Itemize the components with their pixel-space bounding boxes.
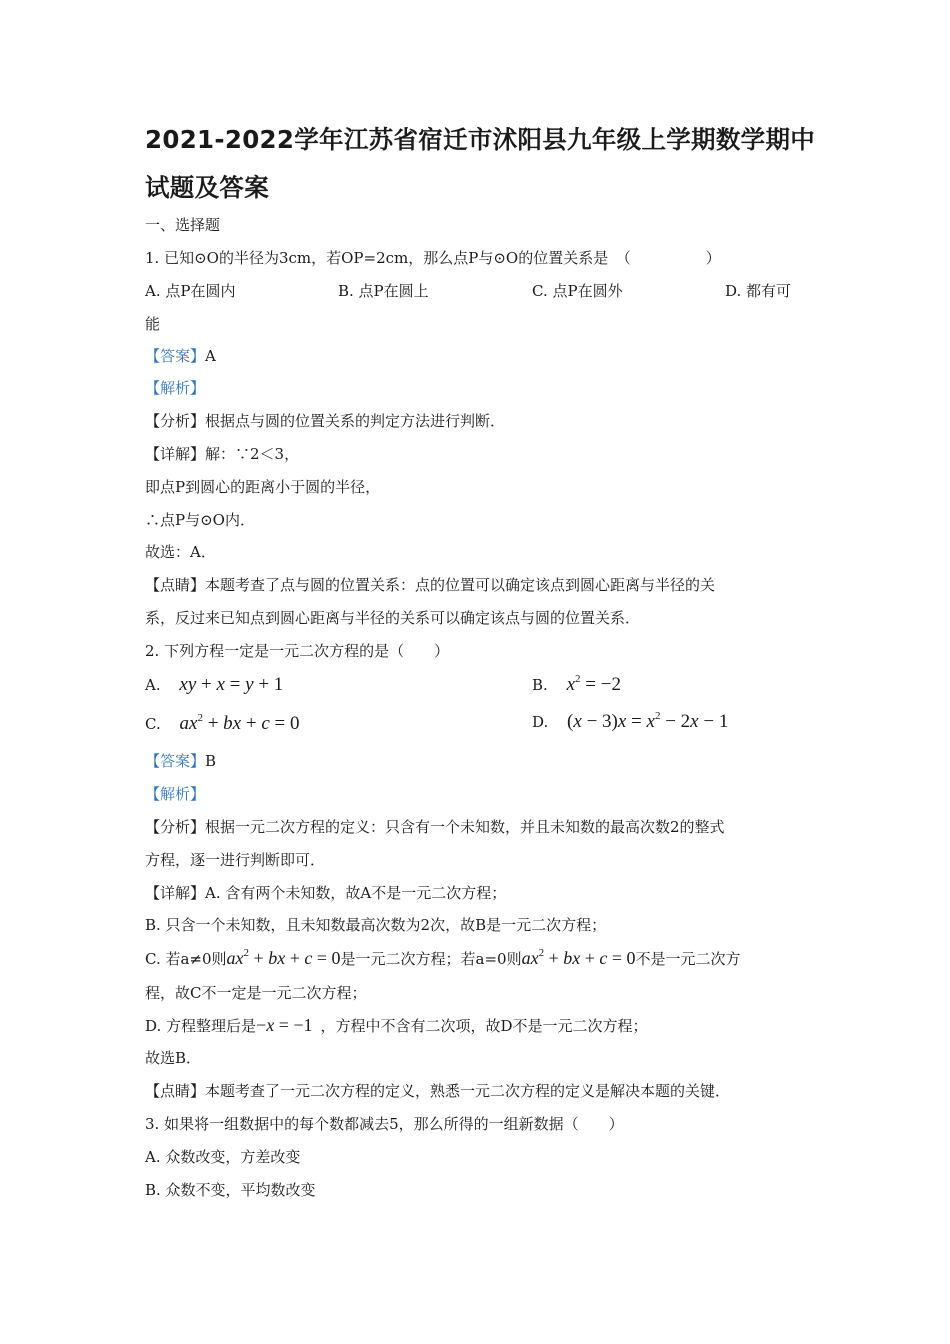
q1-option-d: D. 都有可 [725, 282, 792, 300]
q1-analysis-tag: 【解析】 [145, 379, 206, 397]
q1-option-a: A. 点P在圆内 [145, 282, 236, 300]
q2-option-b [532, 674, 621, 696]
q2-line-d-equation: −x = −1 [256, 1015, 313, 1035]
q2-fenxi-2: 方程，逐一进行判断即可． [145, 851, 326, 869]
answer-value: B [205, 752, 217, 770]
q2-line-c-pre: C. 若a≠0则 [145, 950, 227, 968]
answer-tag: 【答案】 [145, 752, 206, 770]
q1-dianjing-2: 系，反过来已知点到圆心距离与半径的关系可以确定该点与圆的位置关系． [145, 609, 641, 627]
q2-stem: 2. 下列方程一定是一元二次方程的是（ ） [145, 642, 450, 660]
q2-line-c-mid: 是一元二次方程；若a=0则 [340, 950, 522, 968]
q2-option-b-label: B. [532, 676, 548, 694]
q2-answer [145, 750, 216, 772]
q2-option-a-equation: xy + x = y + 1 [179, 674, 284, 695]
q2-option-c-equation: $ax^2$ + bx + c = 0 [179, 712, 300, 734]
q2-option-d-equation: $(x - 3)x = x^2 - 2x - 1$ [567, 710, 729, 732]
q2-line-c-equation-2: $ax^2$ + bx + c = 0 [521, 947, 636, 968]
q1-option-c: C. 点P在圆外 [532, 282, 623, 300]
q1-answer [145, 345, 216, 367]
q3-option-b: B. 众数不变，平均数改变 [145, 1181, 316, 1199]
q3-stem: 3. 如果将一组数据中的每个数都减去5，那么所得的一组新数据（ ） [145, 1115, 624, 1133]
q2-line-b: B. 只含一个未知数，且未知数最高次数为2次，故B是一元二次方程； [145, 916, 607, 934]
q1-option-b: B. 点P在圆上 [338, 282, 429, 300]
q1-stem: 1. 已知⊙O的半径为3cm，若OP=2cm，那么点P与⊙O的位置关系是 （ ） [145, 249, 721, 267]
q2-conclusion: 故选B． [145, 1049, 202, 1067]
document-title [145, 116, 825, 212]
q1-xiangjie: 【详解】解：∵2＜3， [145, 445, 300, 463]
q1-step-1: 即点P到圆心的距离小于圆的半径， [145, 478, 381, 496]
q2-fenxi-1: 【分析】根据一元二次方程的定义：只含有一个未知数，并且未知数的最高次数2的整式 [145, 818, 725, 836]
q2-option-b-equation: $x^2 = -2$ [566, 673, 621, 695]
q2-line-c-post: 不是一元二次方 [635, 950, 741, 968]
q2-option-c-label: C. [145, 715, 161, 733]
q2-option-c [145, 713, 299, 735]
q2-option-d [532, 711, 728, 733]
q2-line-c-equation-1: $ax^2$ + bx + c = 0 [226, 947, 341, 968]
answer-tag: 【答案】 [145, 347, 206, 365]
q1-dianjing-1: 【点睛】本题考查了点与圆的位置关系：点的位置可以确定该点到圆心距离与半径的关 [145, 576, 716, 594]
q2-line-c [145, 947, 741, 970]
section-heading: 一、选择题 [145, 216, 221, 234]
q2-analysis-tag: 【解析】 [145, 785, 206, 803]
title-line-2: 试题及答案 [145, 173, 269, 202]
q1-fenxi: 【分析】根据点与圆的位置关系的判定方法进行判断． [145, 412, 506, 430]
q1-conclusion: 故选：A． [145, 543, 216, 561]
q2-option-d-label: D. [532, 713, 549, 731]
q2-line-d-pre: D. 方程整理后是 [145, 1017, 257, 1035]
q3-option-a: A. 众数改变，方差改变 [145, 1148, 301, 1166]
q2-option-a-label: A. [145, 676, 161, 694]
title-line-1: 2021-2022学年江苏省宿迁市沭阳县九年级上学期数学期中 [145, 125, 816, 154]
q1-option-d-cont: 能 [145, 315, 161, 333]
q2-line-d-post: ，方程中不含有二次项，故D不是一元二次方程； [320, 1017, 648, 1035]
q2-xiangjie-a: 【详解】A. 含有两个未知数，故A不是一元二次方程； [145, 884, 507, 902]
q2-option-a [145, 674, 283, 696]
answer-value: A [205, 347, 216, 365]
q2-line-d [145, 1014, 648, 1037]
q1-step-2: ∴点P与⊙O内． [145, 511, 255, 529]
q2-line-c-2: 程，故C不一定是一元二次方程； [145, 984, 367, 1002]
q2-dianjing: 【点睛】本题考查了一元二次方程的定义，熟悉一元二次方程的定义是解决本题的关键． [145, 1082, 731, 1100]
